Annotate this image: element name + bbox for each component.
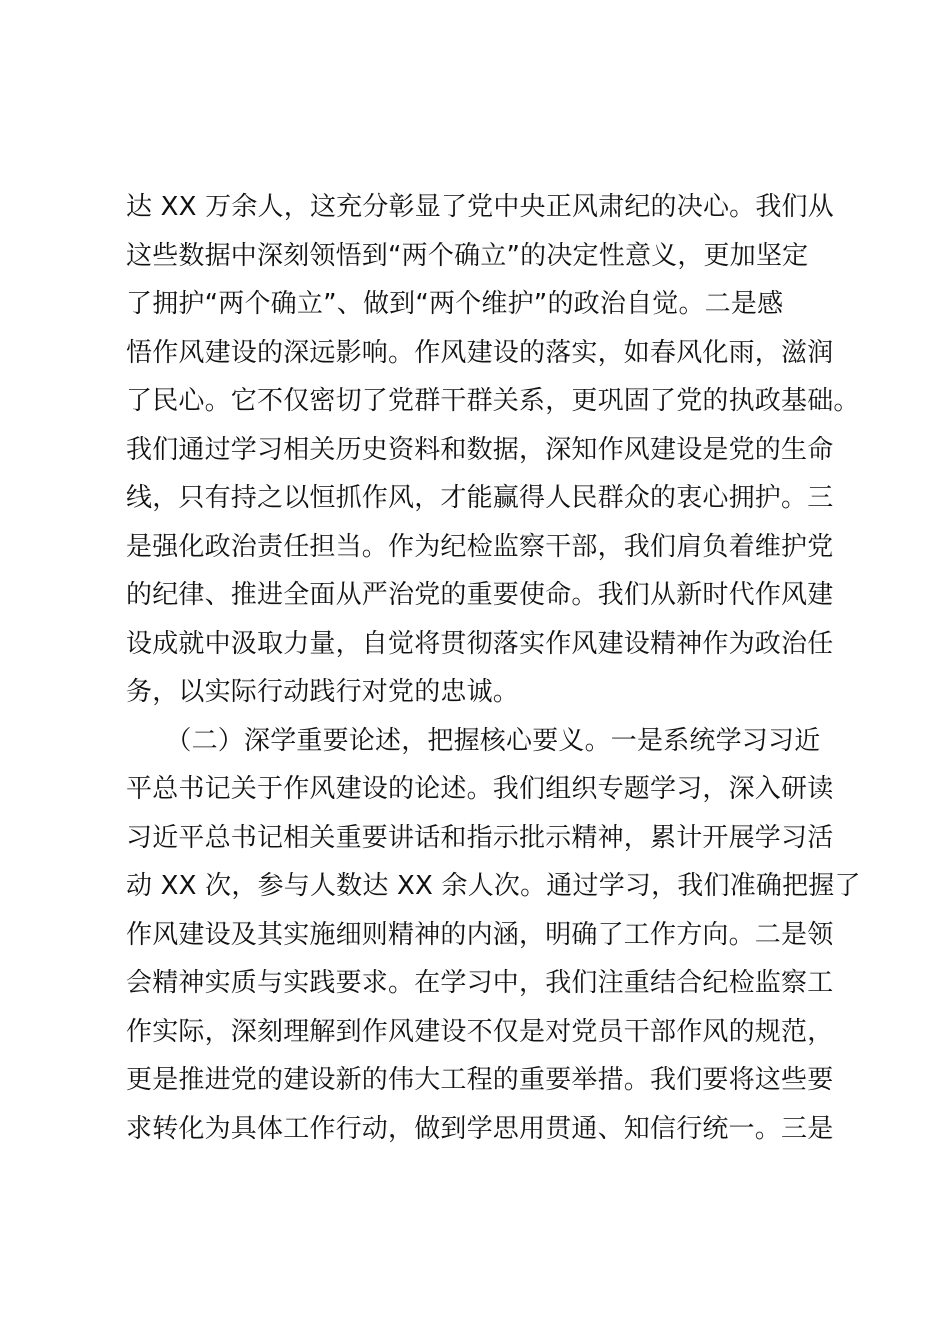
- text-line: 作风建设及其实施细则精神的内涵，明确了工作方向。二是领: [126, 919, 834, 950]
- body-text: [126, 183, 861, 1153]
- text-line: 了民心。它不仅密切了党群干群关系，更巩固了党的执政基础。: [126, 386, 860, 416]
- text-line: 求转化为具体工作行动，做到学思用贯通、知信行统一。三是: [126, 1113, 834, 1144]
- text-line: 务，以实际行动践行对党的忠诚。: [126, 677, 520, 707]
- text-line: 我们通过学习相关历史资料和数据，深知作风建设是党的生命: [126, 434, 834, 465]
- text-line: 这些数据中深刻领悟到“两个确立”的决定性意义，更加坚定: [126, 240, 809, 271]
- text-line: 线，只有持之以恒抓作风，才能赢得人民群众的衷心拥护。三: [126, 483, 834, 513]
- text-line: 设成就中汲取力量，自觉将贯彻落实作风建设精神作为政治任: [126, 628, 834, 659]
- text-line: 会精神实质与实践要求。在学习中，我们注重结合纪检监察工: [126, 968, 834, 998]
- text-line: 习近平总书记相关重要讲话和指示批示精神，累计开展学习活: [126, 822, 834, 853]
- paragraph-start-line: （二）深学重要论述，把握核心要义。一是系统学习习近: [126, 725, 821, 756]
- text-line: 更是推进党的建设新的伟大工程的重要举措。我们要将这些要: [126, 1065, 834, 1095]
- text-line: 作实际，深刻理解到作风建设不仅是对党员干部作风的规范，: [126, 1016, 834, 1047]
- text-line: 了拥护“两个确立”、做到“两个维护”的政治自觉。二是感: [126, 289, 784, 319]
- text-line: 的纪律、推进全面从严治党的重要使命。我们从新时代作风建: [126, 580, 834, 610]
- text-line: 动 XX 次，参与人数达 XX 余人次。通过学习，我们准确把握了: [126, 871, 861, 901]
- text-line: 平总书记关于作风建设的论述。我们组织专题学习，深入研读: [126, 774, 834, 804]
- text-line: 是强化政治责任担当。作为纪检监察干部，我们肩负着维护党: [126, 531, 834, 562]
- text-line: 悟作风建设的深远影响。作风建设的落实，如春风化雨，滋润: [126, 337, 834, 368]
- text-line: 达 XX 万余人，这充分彰显了党中央正风肃纪的决心。我们从: [126, 192, 834, 222]
